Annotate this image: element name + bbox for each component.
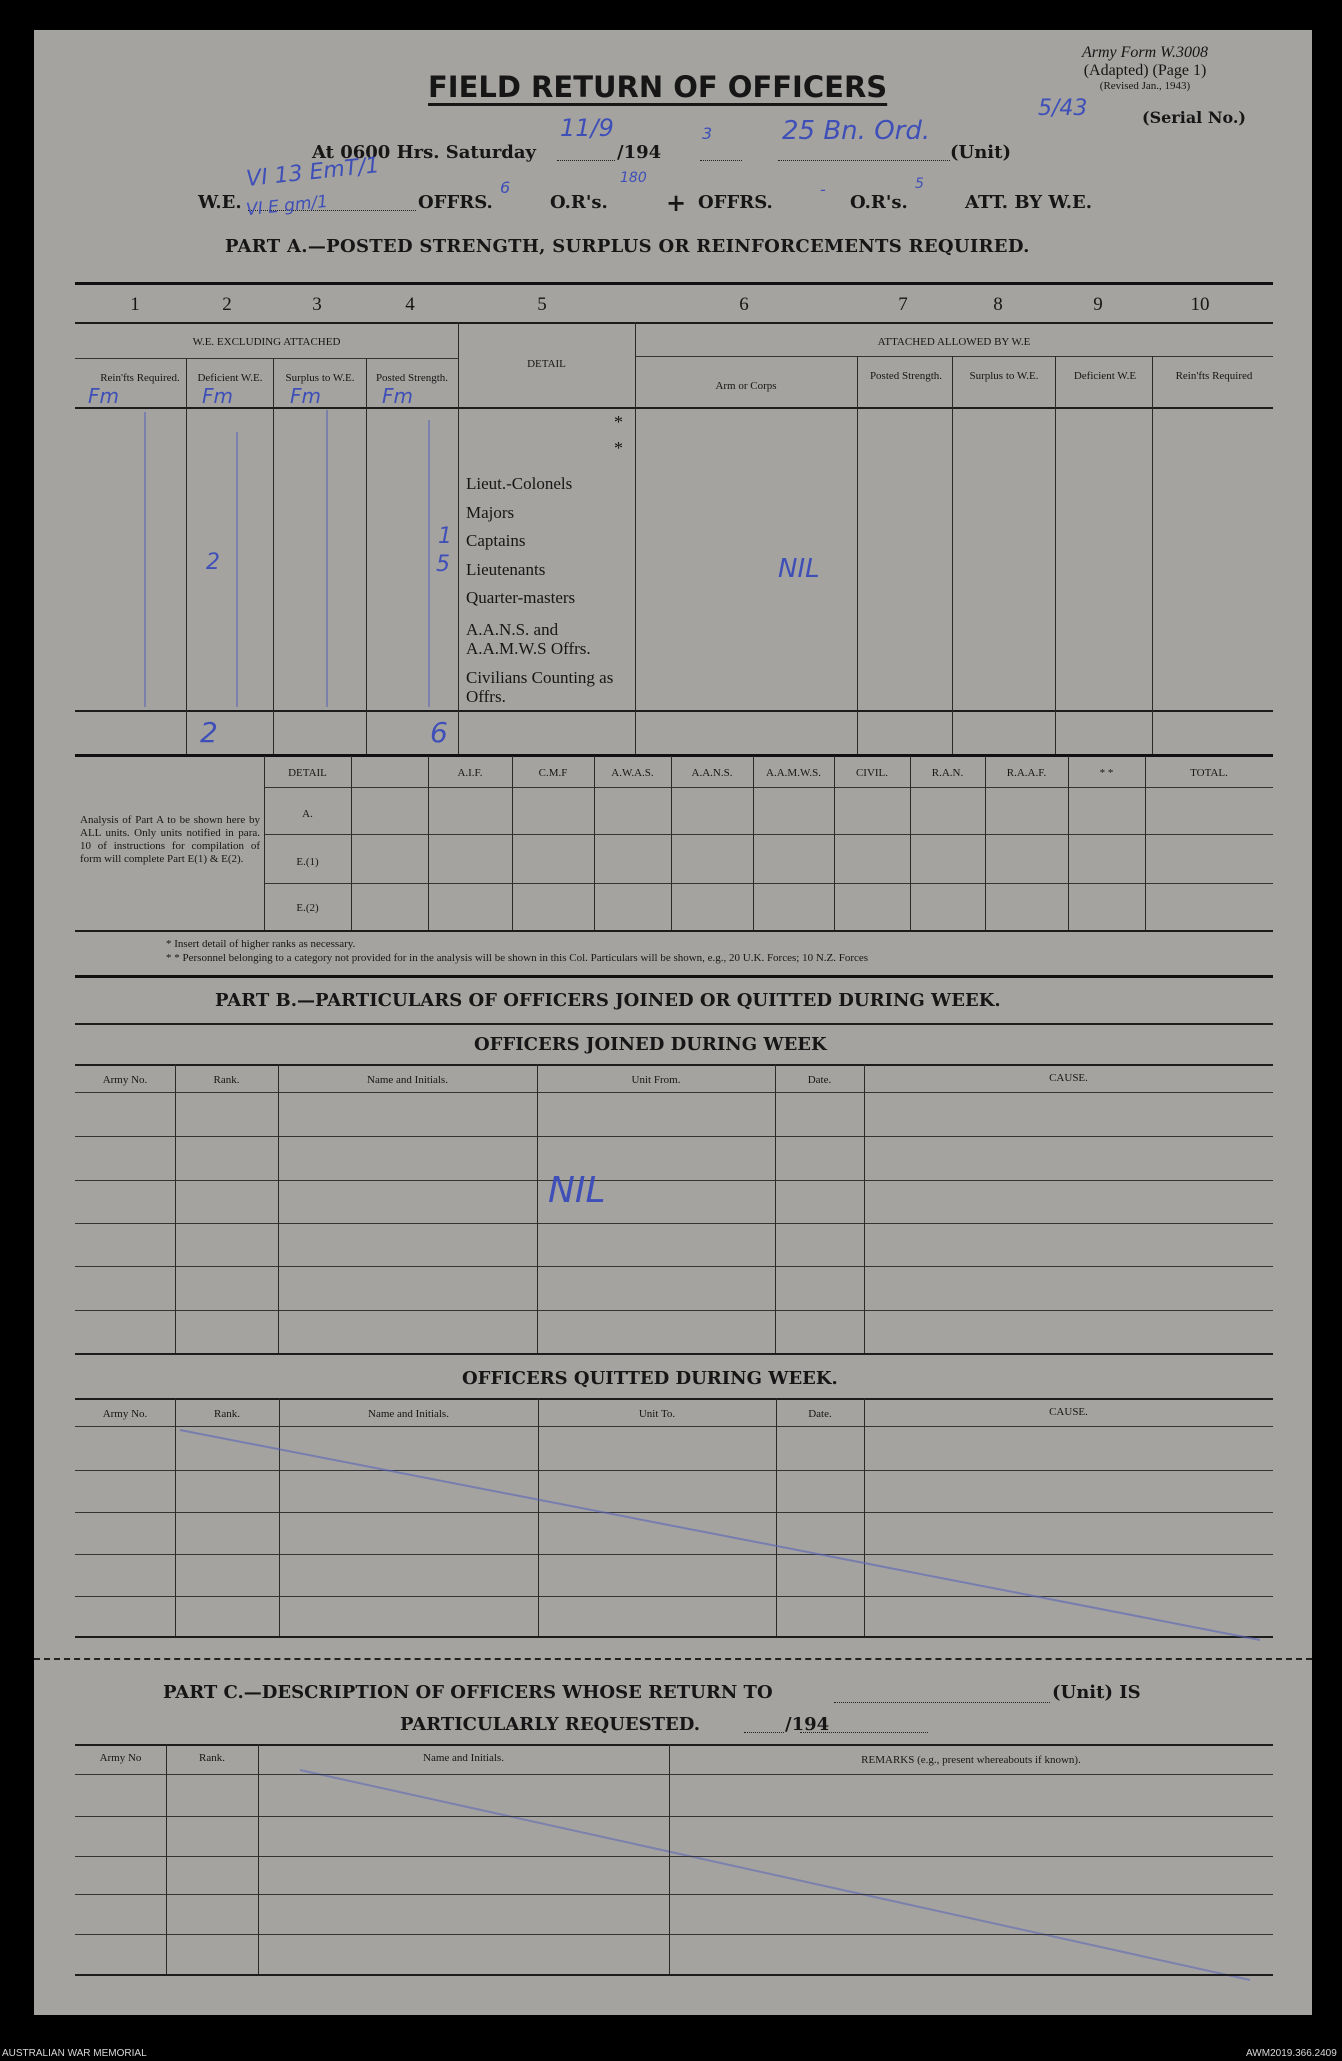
form-number: Army Form W.3008	[1081, 44, 1209, 61]
part-c-unit-label: (Unit) IS	[1052, 1682, 1141, 1703]
form-adapted: (Adapted) (Page 1)	[1083, 62, 1207, 79]
joined-col-cause: CAUSE.	[1049, 1072, 1088, 1084]
rule	[669, 1744, 670, 1974]
handwritten-mark: Fm	[382, 384, 413, 408]
col-header-att-deficient: Deficient W.E	[1073, 370, 1137, 382]
serial-number-value: 5/43	[1038, 96, 1088, 121]
analysis-header: R.A.N.	[931, 767, 964, 779]
footnote-single-asterisk: * Insert detail of higher ranks as necessary.	[166, 938, 356, 950]
analysis-header: TOTAL.	[1190, 767, 1228, 779]
part-c-heading-1: PART C.—DESCRIPTION OF OFFICERS WHOSE RETURN TO	[163, 1682, 773, 1703]
unit-value: 25 Bn. Ord.	[782, 116, 931, 146]
year-label: /194	[617, 142, 662, 163]
ors-value: 180	[620, 170, 647, 186]
analysis-header: A.I.F.	[457, 767, 483, 779]
col-number: 9	[1093, 294, 1103, 315]
col-number: 2	[222, 294, 232, 315]
handwritten-mark: Fm	[290, 384, 321, 408]
quitted-col-name: Name and Initials.	[368, 1408, 449, 1420]
part-a-heading: PART A.—POSTED STRENGTH, SURPLUS OR REINFORCEMENTS REQUIRED.	[225, 236, 1030, 257]
page-title: FIELD RETURN OF OFFICERS	[428, 70, 888, 104]
col-header-arm-corps: Arm or Corps	[715, 380, 777, 392]
attached-nil: NIL	[778, 554, 820, 584]
col-header-reinforcements: Rein'fts Required.	[100, 372, 180, 384]
total-deficient: 2	[200, 716, 218, 749]
col-number: 3	[312, 294, 322, 315]
rank-label: Captains	[466, 531, 526, 550]
col-header-posted: Posted Strength.	[375, 372, 449, 384]
year-value: 3	[702, 124, 713, 143]
posted-captains: 1	[438, 524, 452, 549]
col-header-att-reinforcements: Rein'fts Required	[1175, 370, 1253, 382]
analysis-row-label: A.	[302, 808, 313, 820]
part-c-day-field	[744, 1732, 784, 1733]
quitted-col-cause: CAUSE.	[1049, 1406, 1088, 1418]
quitted-title: OFFICERS QUITTED DURING WEEK.	[462, 1368, 838, 1389]
rule	[75, 1856, 1273, 1857]
handwritten-mark: Fm	[202, 384, 233, 408]
ors-label: O.R's.	[550, 192, 608, 213]
col-number: 7	[898, 294, 908, 315]
rule	[75, 1894, 1273, 1895]
col-number: 4	[405, 294, 415, 315]
analysis-row-label: E.(1)	[296, 856, 319, 868]
joined-col-date: Date.	[807, 1074, 832, 1086]
quitted-col-army-no: Army No.	[102, 1408, 148, 1420]
total-posted: 6	[430, 716, 448, 749]
plus-sign: +	[666, 188, 687, 217]
ors-att-value: 5	[915, 176, 924, 192]
group-header-we: W.E. EXCLUDING ATTACHED	[192, 336, 341, 348]
joined-nil: NIL	[548, 1170, 606, 1211]
rank-label: Lieut.-Colonels	[466, 474, 573, 493]
joined-title: OFFICERS JOINED DURING WEEK	[474, 1034, 827, 1055]
footnote-double-asterisk: * * Personnel belonging to a category not provided for in the analysis will be shown in this Col. Particulars will be shown, e.g., 20 U.K. Forces; 10 N.Z. Forces	[166, 952, 869, 964]
rank-label: Quarter-masters	[466, 588, 576, 607]
we-value-2: VI E gm/1	[245, 191, 329, 221]
serial-number-label: (Serial No.)	[1142, 108, 1246, 127]
part-b-heading: PART B.—PARTICULARS OF OFFICERS JOINED OR QUITTED DURING WEEK.	[215, 990, 1001, 1011]
col-header-surplus: Surplus to W.E.	[285, 372, 355, 384]
col-number: 5	[537, 294, 547, 315]
handwritten-mark: Fm	[88, 384, 119, 408]
deficient-lieutenants: 2	[206, 550, 220, 575]
quitted-col-date: Date.	[808, 1408, 832, 1420]
part-c-date-label: /194	[785, 1714, 830, 1735]
rule	[75, 1774, 1273, 1775]
offrs-att-label: OFFRS.	[698, 192, 773, 213]
form-revision: (Revised Jan., 1943)	[1099, 80, 1191, 92]
att-by-we-label: ATT. BY W.E.	[965, 192, 1093, 213]
part-c-col-army-no: Army No	[99, 1752, 142, 1764]
rank-label: Majors	[466, 503, 515, 522]
rule	[75, 1744, 1273, 1746]
analysis-header: A.W.A.S.	[611, 767, 654, 779]
quitted-col-unit-to: Unit To.	[638, 1408, 676, 1420]
analysis-header: A.A.N.S.	[691, 767, 733, 779]
col-number: 10	[1190, 294, 1210, 315]
group-header-attached: ATTACHED ALLOWED BY W.E	[877, 336, 1031, 348]
analysis-header: * *	[1099, 767, 1114, 779]
col-number: 6	[739, 294, 749, 315]
archive-id: AWM2019.366.2409	[1246, 2048, 1337, 2059]
rule	[75, 1974, 1273, 1976]
rule	[258, 1744, 259, 1974]
we-label: W.E.	[198, 192, 242, 213]
archive-credit: AUSTRALIAN WAR MEMORIAL	[2, 2048, 147, 2059]
col-header-deficient: Deficient W.E.	[197, 372, 263, 384]
col-header-att-surplus: Surplus to W.E.	[969, 370, 1039, 382]
we-value: VI 13 EmT/1	[245, 153, 381, 192]
analysis-header: R.A.A.F.	[1006, 767, 1047, 779]
at-hours-label: At 0600 Hrs. Saturday	[312, 142, 537, 163]
analysis-row-label: E.(2)	[296, 902, 319, 914]
part-c-col-remarks: REMARKS (e.g., present whereabouts if known).	[861, 1754, 1081, 1766]
rank-label: Civilians Counting as Offrs.	[466, 668, 614, 706]
cut-line	[34, 1658, 1312, 1660]
rule	[75, 1934, 1273, 1935]
asterisk-mark: *	[614, 438, 623, 458]
offrs-label: OFFRS.	[418, 192, 493, 213]
joined-col-name: Name and Initials.	[367, 1074, 448, 1086]
rank-label: Lieutenants	[466, 560, 546, 579]
offrs-value: 6	[500, 178, 511, 197]
analysis-header: CIVIL.	[855, 767, 889, 779]
part-c-unit-field	[834, 1702, 1050, 1703]
part-c-heading-2: PARTICULARLY REQUESTED.	[400, 1714, 700, 1735]
part-c-month-field	[800, 1732, 928, 1733]
date-value: 11/9	[560, 114, 614, 142]
part-c-col-name: Name and Initials.	[423, 1752, 504, 1764]
analysis-header: C.M.F	[538, 767, 568, 779]
analysis-header: A.A.M.W.S.	[766, 767, 821, 779]
part-c-col-rank: Rank.	[199, 1752, 225, 1764]
col-header-detail: DETAIL	[527, 358, 566, 370]
rule	[75, 1816, 1273, 1817]
rank-label: A.A.N.S. and A.A.M.W.S Offrs.	[466, 620, 591, 658]
offrs-att-value: -	[820, 180, 826, 199]
joined-col-army-no: Army No.	[102, 1074, 148, 1086]
analysis-header: DETAIL	[288, 767, 327, 779]
ors-att-label: O.R's.	[850, 192, 908, 213]
asterisk-mark: *	[614, 412, 623, 432]
col-number: 8	[993, 294, 1003, 315]
quitted-col-rank: Rank.	[214, 1408, 240, 1420]
unit-label: (Unit)	[950, 142, 1011, 163]
joined-col-rank: Rank.	[213, 1074, 240, 1086]
analysis-note: Analysis of Part A to be shown here by ALL units. Only units notified in para. 10 of instructions for compilation of form will complete Part E(1) & E(2).	[80, 814, 260, 865]
col-header-att-posted: Posted Strength.	[869, 370, 943, 382]
rule	[166, 1744, 167, 1974]
joined-col-unit-from: Unit From.	[631, 1074, 681, 1086]
col-number: 1	[130, 294, 140, 315]
posted-lieutenants: 5	[436, 552, 450, 577]
